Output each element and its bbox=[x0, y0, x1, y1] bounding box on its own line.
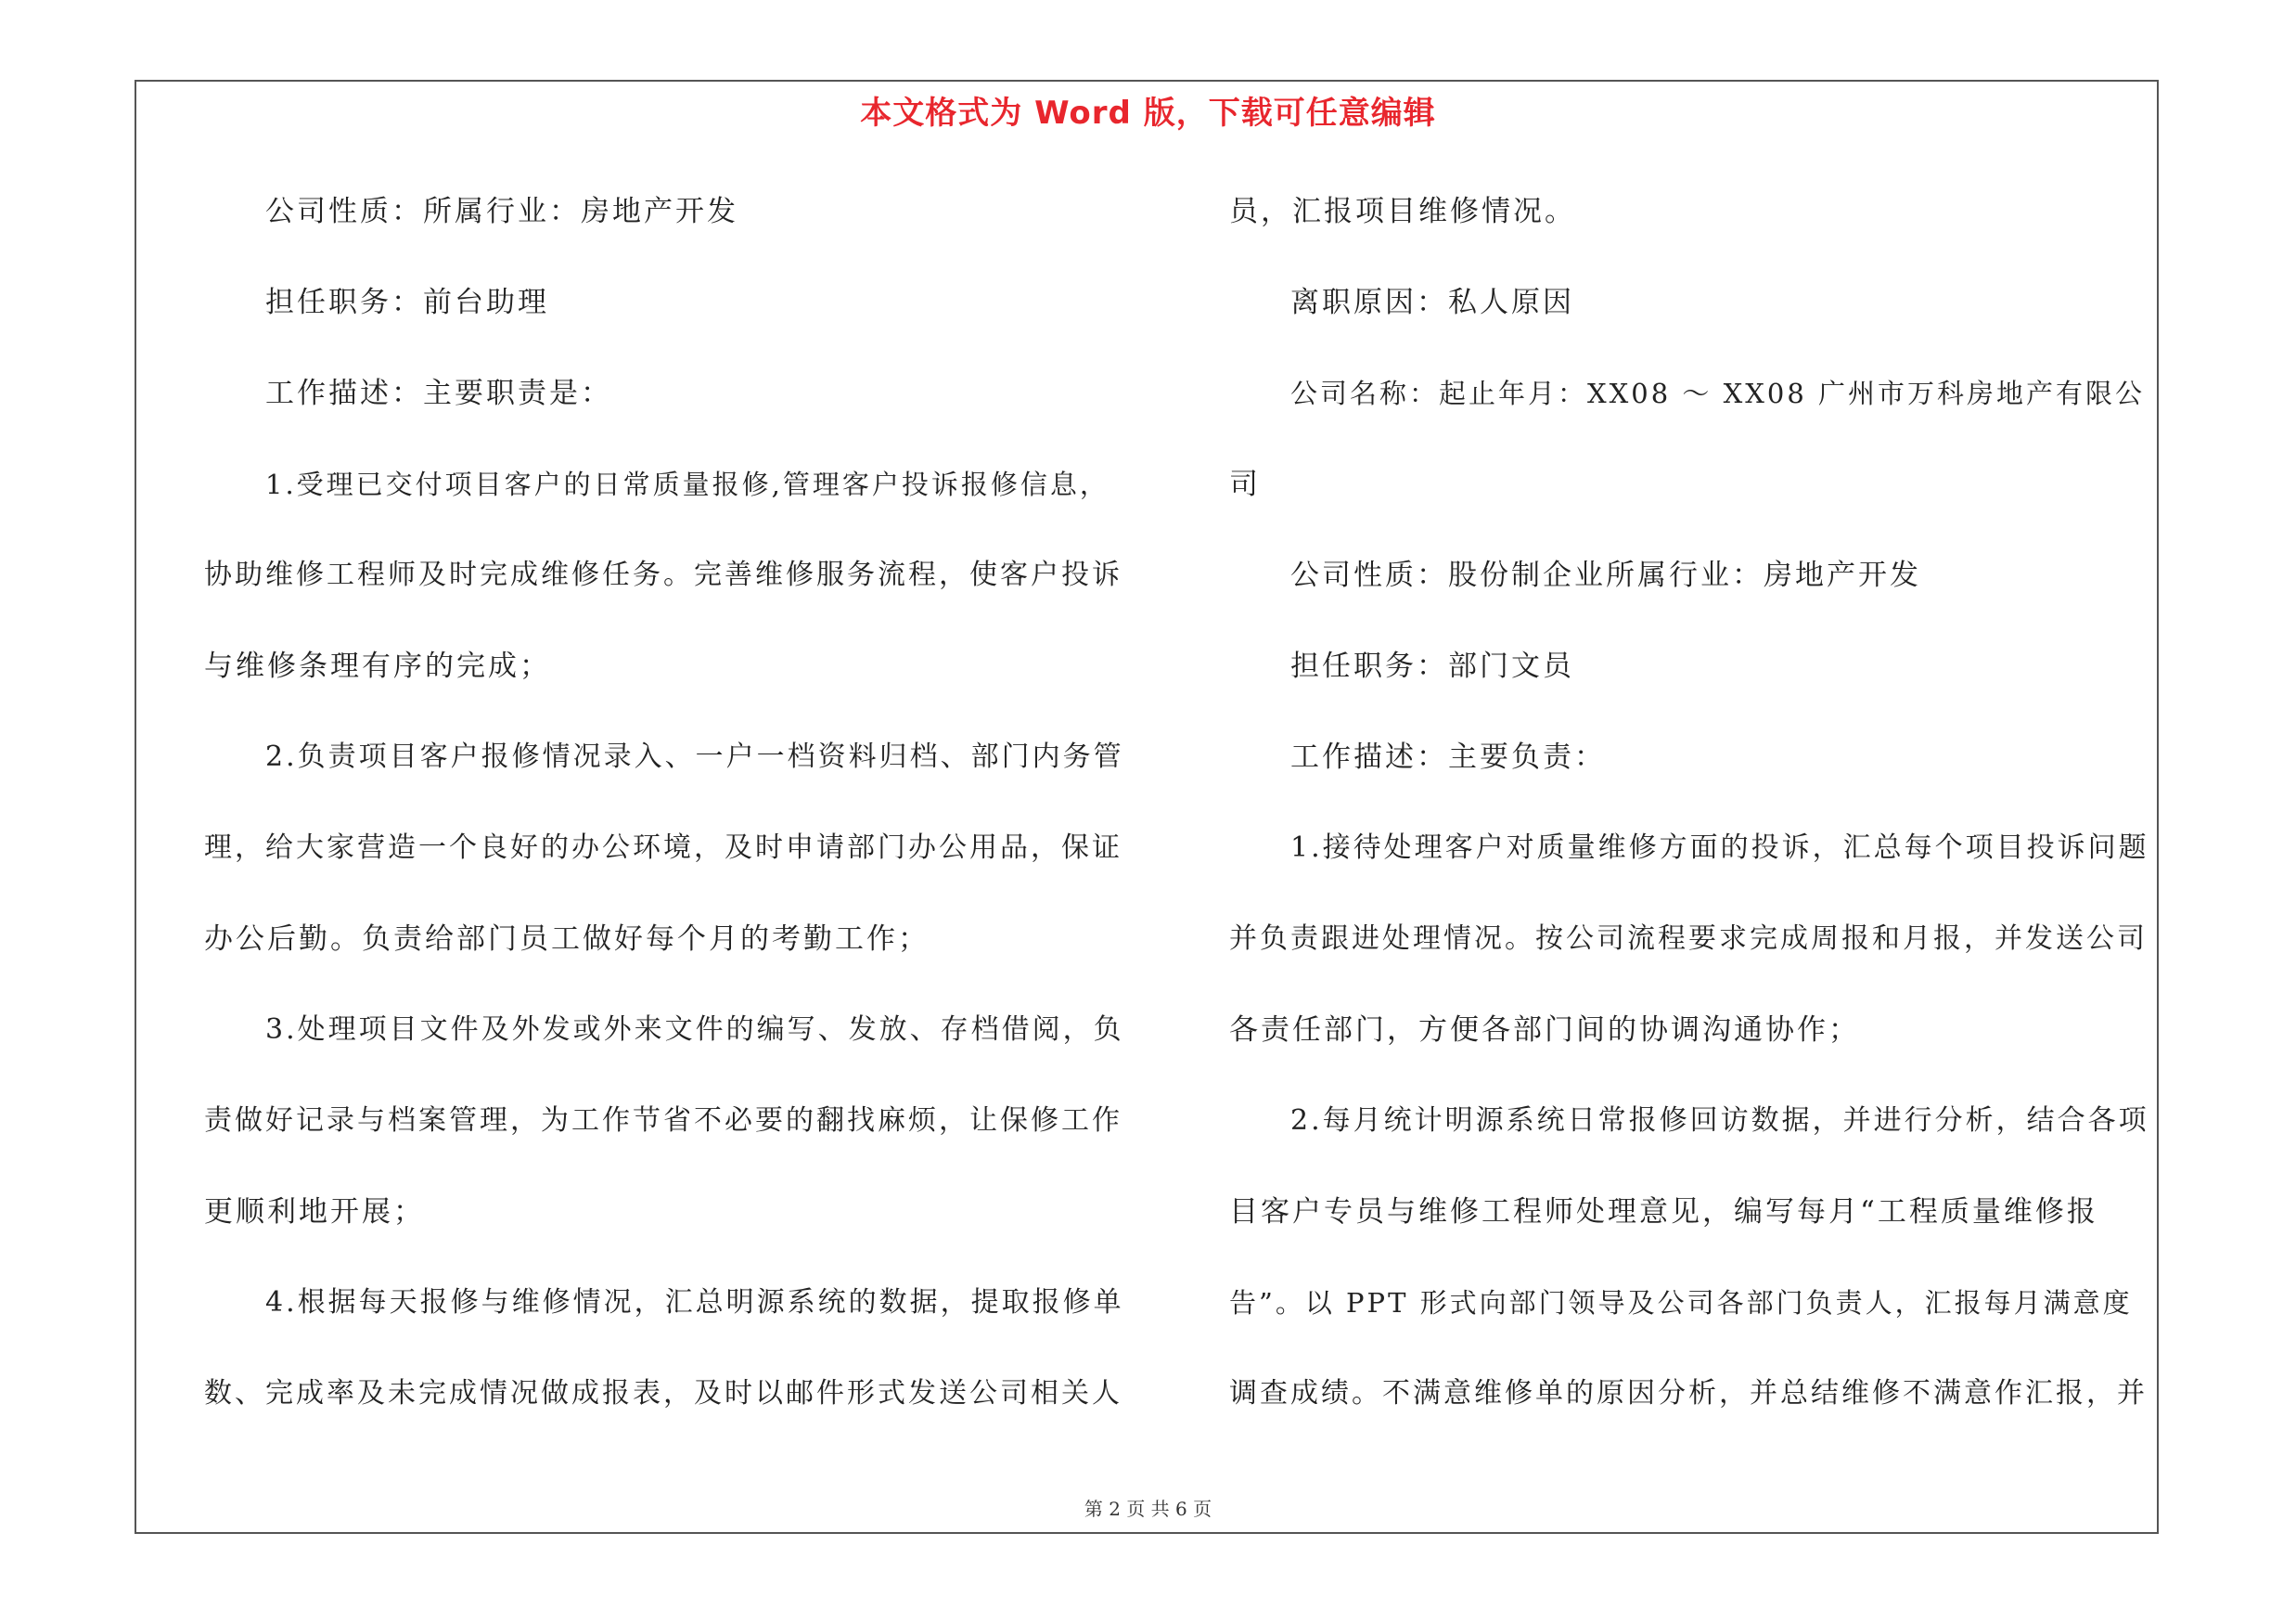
paragraph-line: 离职原因：私人原因 bbox=[1290, 286, 1574, 319]
paragraph-line: 公司性质：所属行业：房地产开发 bbox=[265, 195, 738, 228]
format-banner: 本文格式为 Word 版，下载可任意编辑 bbox=[860, 95, 1436, 132]
paragraph-line: 理，给大家营造一个良好的办公环境，及时申请部门办公用品，保证 bbox=[204, 831, 1122, 864]
paragraph-line: 工作描述：主要职责是： bbox=[265, 377, 612, 410]
paragraph-line: 各责任部门，方便各部门间的协调沟通协作； bbox=[1229, 1013, 1860, 1047]
paragraph-line: 并负责跟进处理情况。按公司流程要求完成周报和月报，并发送公司 bbox=[1229, 922, 2148, 955]
paragraph-line: 更顺利地开展； bbox=[204, 1195, 425, 1229]
paragraph-line: 2.每月统计明源系统日常报修回访数据，并进行分析，结合各项 bbox=[1290, 1104, 2149, 1137]
paragraph-line: 1.接待处理客户对质量维修方面的投诉，汇总每个项目投诉问题 bbox=[1290, 831, 2149, 864]
paragraph-line: 责做好记录与档案管理，为工作节省不必要的翻找麻烦，让保修工作 bbox=[204, 1104, 1122, 1137]
paragraph-line: 数、完成率及未完成情况做成报表，及时以邮件形式发送公司相关人 bbox=[204, 1377, 1122, 1410]
paragraph-line: 目客户专员与维修工程师处理意见，编写每月“工程质量维修报 bbox=[1229, 1195, 2098, 1229]
paragraph-line: 办公后勤。负责给部门员工做好每个月的考勤工作； bbox=[204, 922, 930, 956]
paragraph-line: 工作描述：主要负责： bbox=[1290, 741, 1606, 774]
paragraph-line: 公司性质：股份制企业所属行业：房地产开发 bbox=[1290, 559, 1921, 592]
paragraph-line: 员，汇报项目维修情况。 bbox=[1229, 195, 1576, 228]
paragraph-line: 协助维修工程师及时完成维修任务。完善维修服务流程，使客户投诉 bbox=[204, 559, 1122, 591]
paragraph-line: 1.受理已交付项目客户的日常质量报修,管理客户投诉报修信息， bbox=[265, 469, 1110, 500]
paragraph-line: 担任职务：前台助理 bbox=[265, 286, 549, 319]
paragraph-line: 公司名称：起止年月：XX08 ～ XX08 广州市万科房地产有限公 bbox=[1290, 378, 2146, 409]
paragraph-line: 3.处理项目文件及外发或外来文件的编写、发放、存档借阅，负 bbox=[265, 1013, 1124, 1046]
paragraph-line: 司 bbox=[1229, 468, 1261, 501]
paragraph-line: 2.负责项目客户报修情况录入、一户一档资料归档、部门内务管 bbox=[265, 741, 1124, 773]
paragraph-line: 告”。以 PPT 形式向部门领导及公司各部门负责人，汇报每月满意度 bbox=[1229, 1287, 2133, 1319]
page-number-footer: 第 2 页 共 6 页 bbox=[1084, 1498, 1212, 1520]
paragraph-line: 调查成绩。不满意维修单的原因分析，并总结维修不满意作汇报，并 bbox=[1229, 1377, 2148, 1410]
paragraph-line: 与维修条理有序的完成； bbox=[204, 650, 551, 683]
paragraph-line: 4.根据每天报修与维修情况，汇总明源系统的数据，提取报修单 bbox=[265, 1286, 1124, 1319]
paragraph-line: 担任职务：部门文员 bbox=[1290, 650, 1574, 683]
